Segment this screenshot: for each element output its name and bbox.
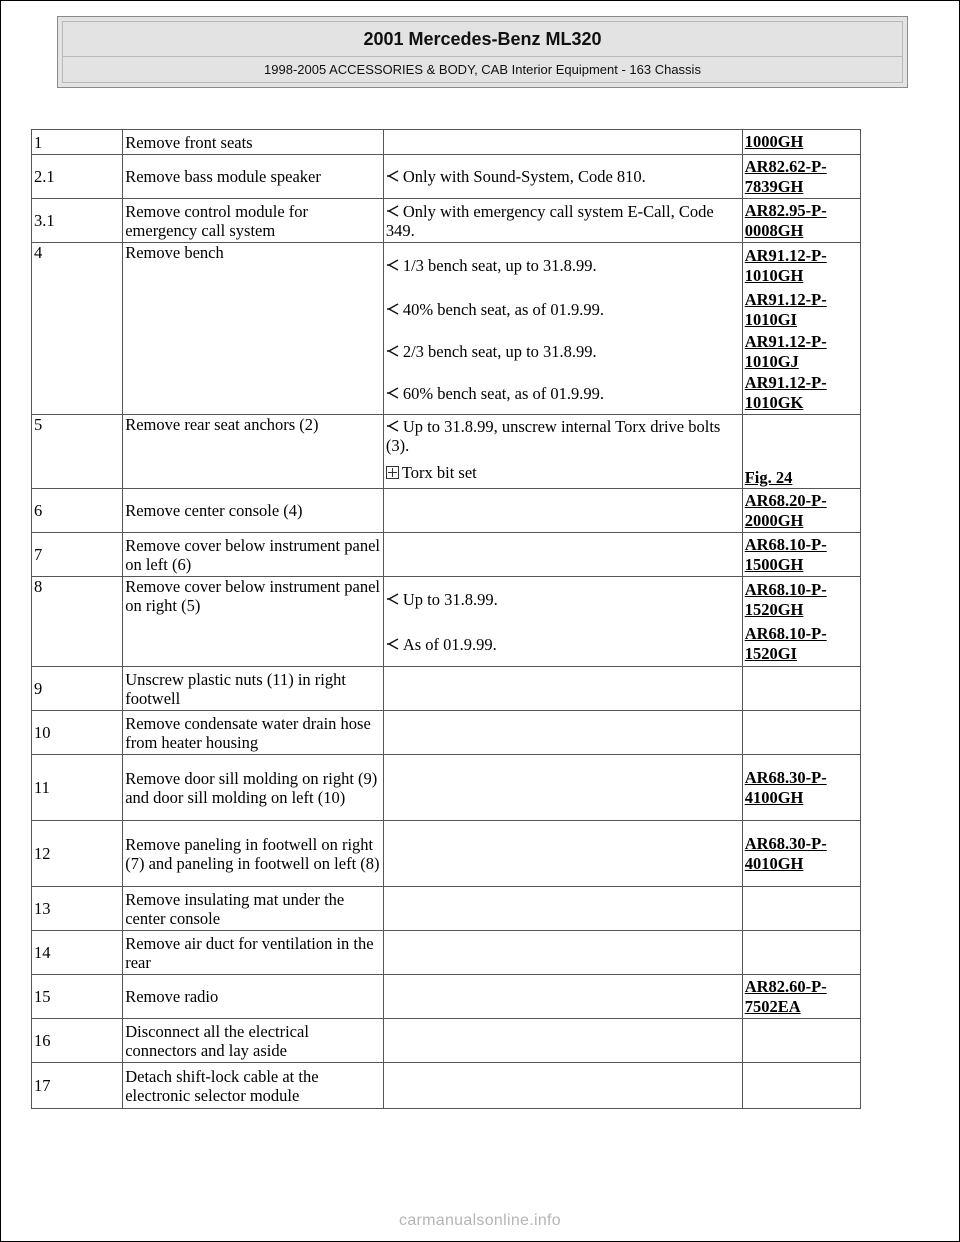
step-action: Remove cover below instrument panel on left (6) — [123, 533, 384, 577]
step-number: 13 — [32, 887, 123, 931]
step-action: Disconnect all the electrical connectors and lay aside — [123, 1019, 384, 1063]
step-number: 12 — [32, 821, 123, 887]
note-text: As of 01.9.99. — [402, 634, 497, 654]
reference-cell — [742, 1019, 860, 1063]
step-note — [383, 975, 742, 1019]
note-text: Up to 31.8.99. — [402, 590, 498, 610]
step-note — [383, 243, 742, 289]
watermark: carmanualsonline.info — [399, 1212, 561, 1229]
reference-link[interactable]: Fig. 24 — [744, 468, 793, 487]
step-action: Remove front seats — [123, 130, 384, 155]
reference-cell — [742, 289, 860, 331]
reference-link[interactable]: 1000GH — [744, 132, 804, 151]
step-number: 17 — [32, 1063, 123, 1109]
step-number: 10 — [32, 711, 123, 755]
header-separator — [62, 56, 903, 57]
reference-cell — [742, 755, 860, 821]
reference-link[interactable]: AR68.30-P-4010GH — [744, 833, 827, 873]
reference-link[interactable]: AR68.10-P-1520GI — [744, 624, 827, 664]
reference-link[interactable]: AR91.12-P-1010GI — [744, 289, 827, 329]
document-title: 2001 Mercedes-Benz ML320 — [363, 29, 602, 49]
note-text: 40% bench seat, as of 01.9.99. — [402, 300, 605, 319]
reference-link[interactable]: AR91.12-P-1010GH — [744, 245, 827, 285]
note-text: Only with emergency call system E-Call, Code 349. — [385, 201, 714, 240]
table-row — [32, 755, 861, 821]
reference-cell — [742, 373, 860, 415]
step-note — [383, 667, 742, 711]
step-number: 16 — [32, 1019, 123, 1063]
note-pencil-icon — [386, 637, 400, 651]
tool-icon — [386, 466, 399, 479]
step-action: Remove bench — [123, 243, 384, 415]
table-row — [32, 577, 861, 623]
step-action: Remove bass module speaker — [123, 155, 384, 199]
note-pencil-icon — [386, 169, 400, 183]
table-row — [32, 533, 861, 577]
step-note — [383, 931, 742, 975]
reference-link[interactable]: AR82.60-P-7502EA — [744, 976, 827, 1016]
reference-cell — [742, 199, 860, 243]
step-action: Remove insulating mat under the center console — [123, 887, 384, 931]
step-note — [383, 1063, 742, 1109]
note-text: 2/3 bench seat, up to 31.8.99. — [402, 342, 597, 361]
step-note — [383, 577, 742, 623]
note-text: 60% bench seat, as of 01.9.99. — [402, 383, 605, 403]
step-note — [383, 755, 742, 821]
reference-link[interactable]: AR82.95-P-0008GH — [744, 200, 827, 240]
step-action: Remove condensate water drain hose from heater housing — [123, 711, 384, 755]
reference-cell — [742, 331, 860, 373]
reference-cell — [742, 623, 860, 667]
step-number: 1 — [32, 130, 123, 155]
note-pencil-icon — [386, 419, 400, 433]
reference-link[interactable]: AR68.30-P-4100GH — [744, 767, 827, 807]
table-row — [32, 199, 861, 243]
step-note — [383, 373, 742, 415]
step-number: 7 — [32, 533, 123, 577]
table-row — [32, 130, 861, 155]
table-row — [32, 1063, 861, 1109]
step-action: Remove radio — [123, 975, 384, 1019]
step-action: Detach shift-lock cable at the electronic selector module — [123, 1063, 384, 1109]
table-row — [32, 975, 861, 1019]
reference-cell — [742, 489, 860, 533]
procedure-table-body — [32, 130, 861, 1109]
reference-cell — [742, 130, 860, 155]
note-pencil-icon — [386, 302, 400, 316]
reference-link[interactable]: AR91.12-P-1010GJ — [744, 331, 827, 371]
step-number: 5 — [32, 415, 123, 489]
reference-link[interactable]: AR68.20-P-2000GH — [744, 490, 827, 530]
document-subtitle: 1998-2005 ACCESSORIES & BODY, CAB Interior Equipment - 163 Chassis — [264, 62, 701, 77]
note-text: Up to 31.8.99, unscrew internal Torx drive bolts (3). — [385, 416, 721, 455]
note-pencil-icon — [386, 386, 400, 400]
step-number: 8 — [32, 577, 123, 667]
step-note — [383, 155, 742, 199]
step-note — [383, 457, 742, 489]
reference-link[interactable]: AR68.10-P-1520GH — [744, 579, 827, 619]
procedure-table — [31, 129, 861, 1109]
step-note — [383, 130, 742, 155]
table-row — [32, 1019, 861, 1063]
document-header — [57, 16, 908, 88]
table-row — [32, 243, 861, 289]
reference-link[interactable]: AR82.62-P-7839GH — [744, 156, 827, 196]
reference-link[interactable]: AR68.10-P-1500GH — [744, 534, 827, 574]
reference-cell — [742, 887, 860, 931]
reference-cell — [742, 155, 860, 199]
reference-cell — [742, 577, 860, 623]
note-text: Torx bit set — [401, 462, 477, 482]
step-note — [383, 887, 742, 931]
step-action: Remove center console (4) — [123, 489, 384, 533]
table-row — [32, 887, 861, 931]
step-note — [383, 711, 742, 755]
step-action: Remove rear seat anchors (2) — [123, 415, 384, 489]
step-action: Unscrew plastic nuts (11) in right footwell — [123, 667, 384, 711]
reference-cell — [742, 415, 860, 457]
step-action: Remove paneling in footwell on right (7) and paneling in footwell on left (8) — [123, 821, 384, 887]
note-text: Only with Sound-System, Code 810. — [402, 167, 646, 186]
table-row — [32, 667, 861, 711]
step-note — [383, 489, 742, 533]
table-row — [32, 821, 861, 887]
table-row — [32, 155, 861, 199]
note-pencil-icon — [386, 344, 400, 358]
reference-link[interactable]: AR91.12-P-1010GK — [744, 373, 827, 413]
step-number: 3.1 — [32, 199, 123, 243]
reference-cell — [742, 533, 860, 577]
note-pencil-icon — [386, 592, 400, 606]
reference-cell — [742, 243, 860, 289]
step-note — [383, 415, 742, 457]
step-number: 6 — [32, 489, 123, 533]
step-note — [383, 1019, 742, 1063]
step-number: 2.1 — [32, 155, 123, 199]
table-row — [32, 489, 861, 533]
step-note — [383, 289, 742, 331]
reference-cell — [742, 457, 860, 489]
step-note — [383, 533, 742, 577]
reference-cell — [742, 975, 860, 1019]
reference-cell — [742, 1063, 860, 1109]
table-row — [32, 711, 861, 755]
step-number: 4 — [32, 243, 123, 415]
note-text: 1/3 bench seat, up to 31.8.99. — [402, 256, 597, 276]
note-pencil-icon — [386, 258, 400, 272]
step-action: Remove cover below instrument panel on right (5) — [123, 577, 384, 667]
step-number: 9 — [32, 667, 123, 711]
step-action: Remove control module for emergency call system — [123, 199, 384, 243]
step-note — [383, 331, 742, 373]
step-action: Remove air duct for ventilation in the rear — [123, 931, 384, 975]
step-number: 15 — [32, 975, 123, 1019]
step-number: 14 — [32, 931, 123, 975]
step-note — [383, 821, 742, 887]
step-number: 11 — [32, 755, 123, 821]
reference-cell — [742, 931, 860, 975]
table-row — [32, 931, 861, 975]
reference-cell — [742, 667, 860, 711]
reference-cell — [742, 821, 860, 887]
step-note — [383, 623, 742, 667]
reference-cell — [742, 711, 860, 755]
step-note — [383, 199, 742, 243]
table-row — [32, 415, 861, 457]
note-pencil-icon — [386, 204, 400, 218]
step-action: Remove door sill molding on right (9) and door sill molding on left (10) — [123, 755, 384, 821]
